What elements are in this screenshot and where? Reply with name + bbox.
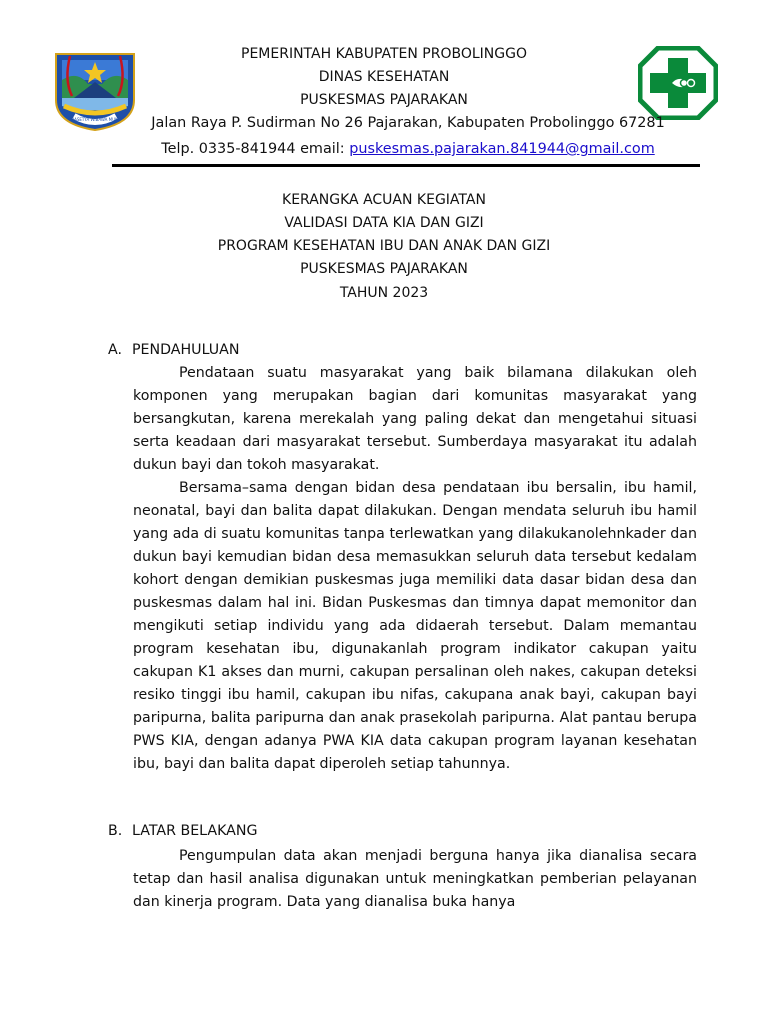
email-link[interactable]: puskesmas.pajarakan.841944@gmail.com [349,141,655,157]
letterhead-contact [128,139,688,159]
doc-title-4: PUSKESMAS PAJARAKAN [300,261,468,277]
section-title: LATAR BELAKANG [132,823,258,839]
section-heading-b [108,821,257,841]
doc-title-2: VALIDASI DATA KIA DAN GIZI [284,215,484,231]
paragraph: Bersama–sama dengan bidan desa pendataan ibu bersalin, ibu hamil, neonatal, bayi dan balita dapat dilakukan. Dengan mendata seluruh ibu hamil yang ada di suatu komunitas tanpa terlewatkan yang dilakukanolehnkader dan dukun bayi kemudian bidan desa memasukkan seluruh data tersebut kedalam kohort dengan demikian puskesmas juga memiliki data dasar bidan desa dan puskesmas dalam hal ini. Bidan Puskesmas dan timnya dapat memonitor dan mengikuti setiap individu yang ada didaerah tersebut. Dalam memantau program kesehatan ibu, digunakanlah program indikator cakupan yaitu cakupan K1 akses dan murni, cakupan persalinan oleh nakes, cakupan deteksi resiko tinggi ibu hamil, cakupan ibu nifas, cakupana anak bayi, cakupan bayi paripurna, balita paripurna dan anak prasekolah paripurna. Alat pantau berupa PWS KIA, dengan adanya PWA KIA data cakupan program layanan kesehatan ibu, bayi dan balita dapat diperoleh setiap tahunnya. [133,480,697,772]
letterhead-phone: Telp. 0335-841944 email: [161,141,350,157]
paragraph: Pendataan suatu masyarakat yang baik bilamana dilakukan oleh komponen yang merupakan bagian dari komunitas masyarakat yang bersangkutan, karena merekalah yang paling dekat dan mengetahui situasi serta keadaan dari masyarakat tersebut. Sumberdaya masyarakat itu adalah dukun bayi dan tokoh masyarakat. [133,365,697,473]
letterhead-divider [112,164,700,167]
doc-title-1: KERANGKA ACUAN KEGIATAN [282,192,486,208]
letterhead-address: Jalan Raya P. Sudirman No 26 Pajarakan, Kabupaten Probolinggo 67281 [151,115,665,131]
doc-title-3: PROGRAM KESEHATAN IBU DAN ANAK DAN GIZI [217,238,551,254]
doc-title-5: TAHUN 2023 [339,285,429,301]
letterhead-unit: PUSKESMAS PAJARAKAN [300,92,468,108]
letterhead-government: PEMERINTAH KABUPATEN PROBOLINGGO [241,46,527,62]
section-title: PENDAHULUAN [132,342,240,358]
letterhead-agency: DINAS KESEHATAN [318,69,450,85]
emblem-caption: PRASETYA WIBAWA MUKTI [69,117,121,122]
section-letter: B. [108,823,123,839]
paragraph: Pengumpulan data akan menjadi berguna hanya jika dianalisa secara tetap dan hasil analisa digunakan untuk meningkatkan pemberian pelayanan dan kinerja program. Data yang dianalisa buka hanya [133,848,697,910]
section-letter: A. [108,342,122,358]
section-heading-a [108,340,239,360]
